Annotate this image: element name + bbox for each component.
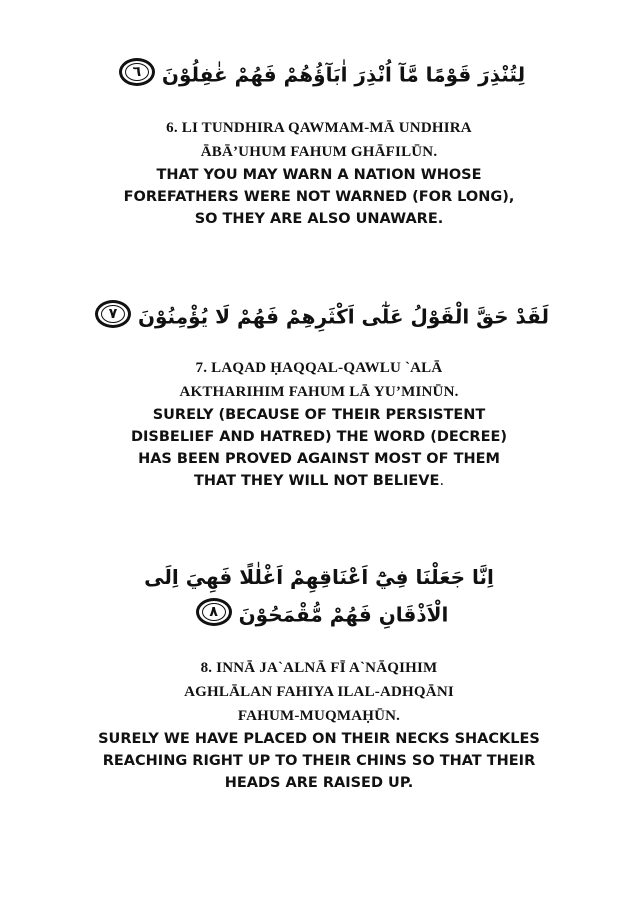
verse-7-arabic-text: لَقَدْ حَقَّ الْقَوْلُ عَلٰٓى اَكْثَرِهِمْ فَهُمْ لَا يُؤْمِنُوْنَ	[137, 304, 550, 329]
verse-8-translation-line-3: HEADS ARE RAISED UP.	[224, 775, 414, 791]
verse-7-translation-line-2: DISBELIEF AND HATRED) THE WORD (DECREE)	[130, 429, 508, 445]
verse-7-transliteration-line-1: 7. LAQAD ḤAQQAL-QAWLU `ALĀ	[195, 360, 443, 376]
verse-8-translation-line-1: SURELY WE HAVE PLACED ON THEIR NECKS SHACKLES	[98, 731, 540, 747]
verse-6-translation-line-1: THAT YOU MAY WARN A NATION WHOSE	[156, 167, 482, 183]
verse-7-translation-period: .	[439, 473, 445, 489]
verse-6-number-marker: ٦	[119, 58, 155, 86]
verse-8-arabic-text-2: الْاَذْقَانِ فَهُمْ مُّقْمَحُوْنَ	[238, 602, 449, 627]
verse-6-translation-line-3: SO THEY ARE ALSO UNAWARE.	[194, 211, 444, 227]
verse-7-transliteration-line-2: AKTHARIHIM FAHUM LĀ YU’MINŪN.	[179, 384, 459, 400]
verse-6-transliteration-line-1: 6. LI TUNDHIRA QAWMAM-MĀ UNDHIRA	[166, 120, 472, 136]
verse-7-translation-line-3: HAS BEEN PROVED AGAINST MOST OF THEM	[138, 451, 500, 467]
verse-8-arabic-text-1: اِنَّا جَعَلْنَا فِيْٓ اَعْنَاقِهِمْ اَغْلٰلًا فَهِيَ اِلَى	[144, 565, 494, 589]
verse-6-arabic-text: لِتُنْذِرَ قَوْمًا مَّآ اُنْذِرَ اٰبَآؤُهُمْ فَهُمْ غٰفِلُوْنَ	[161, 62, 526, 87]
verse-7-translation-line-1: SURELY (BECAUSE OF THEIR PERSISTENT	[152, 407, 486, 423]
verse-7-translation-line-4-text: THAT THEY WILL NOT BELIEVE	[193, 473, 440, 489]
verse-8	[0, 566, 638, 794]
verse-8-arabic-line-1	[0, 566, 638, 588]
verse-7-number-marker: ٧	[95, 300, 131, 328]
verse-8-number-marker: ٨	[196, 598, 232, 626]
verse-6	[0, 62, 638, 230]
verse-8-translation-line-2: REACHING RIGHT UP TO THEIR CHINS SO THAT THEIR	[102, 753, 536, 769]
verse-7	[0, 304, 638, 492]
verse-7-arabic	[0, 304, 638, 332]
verse-8-arabic-line-2	[0, 602, 638, 630]
verse-6-arabic	[0, 62, 638, 90]
verse-6-transliteration-line-2: ĀBĀ’UHUM FAHUM GHĀFILŪN.	[200, 144, 438, 160]
verse-8-transliteration-line-3: FAHUM-MUQMAḤŪN.	[237, 708, 401, 724]
verse-8-transliteration-line-2: AGHLĀLAN FAHIYA ILAL-ADHQĀNI	[184, 684, 454, 700]
verse-7-translation-line-4	[0, 470, 638, 492]
verse-8-transliteration-line-1: 8. INNĀ JA`ALNĀ FĪ A`NĀQIHIM	[200, 660, 438, 676]
verse-6-translation-line-2: FOREFATHERS WERE NOT WARNED (FOR LONG),	[123, 189, 515, 205]
